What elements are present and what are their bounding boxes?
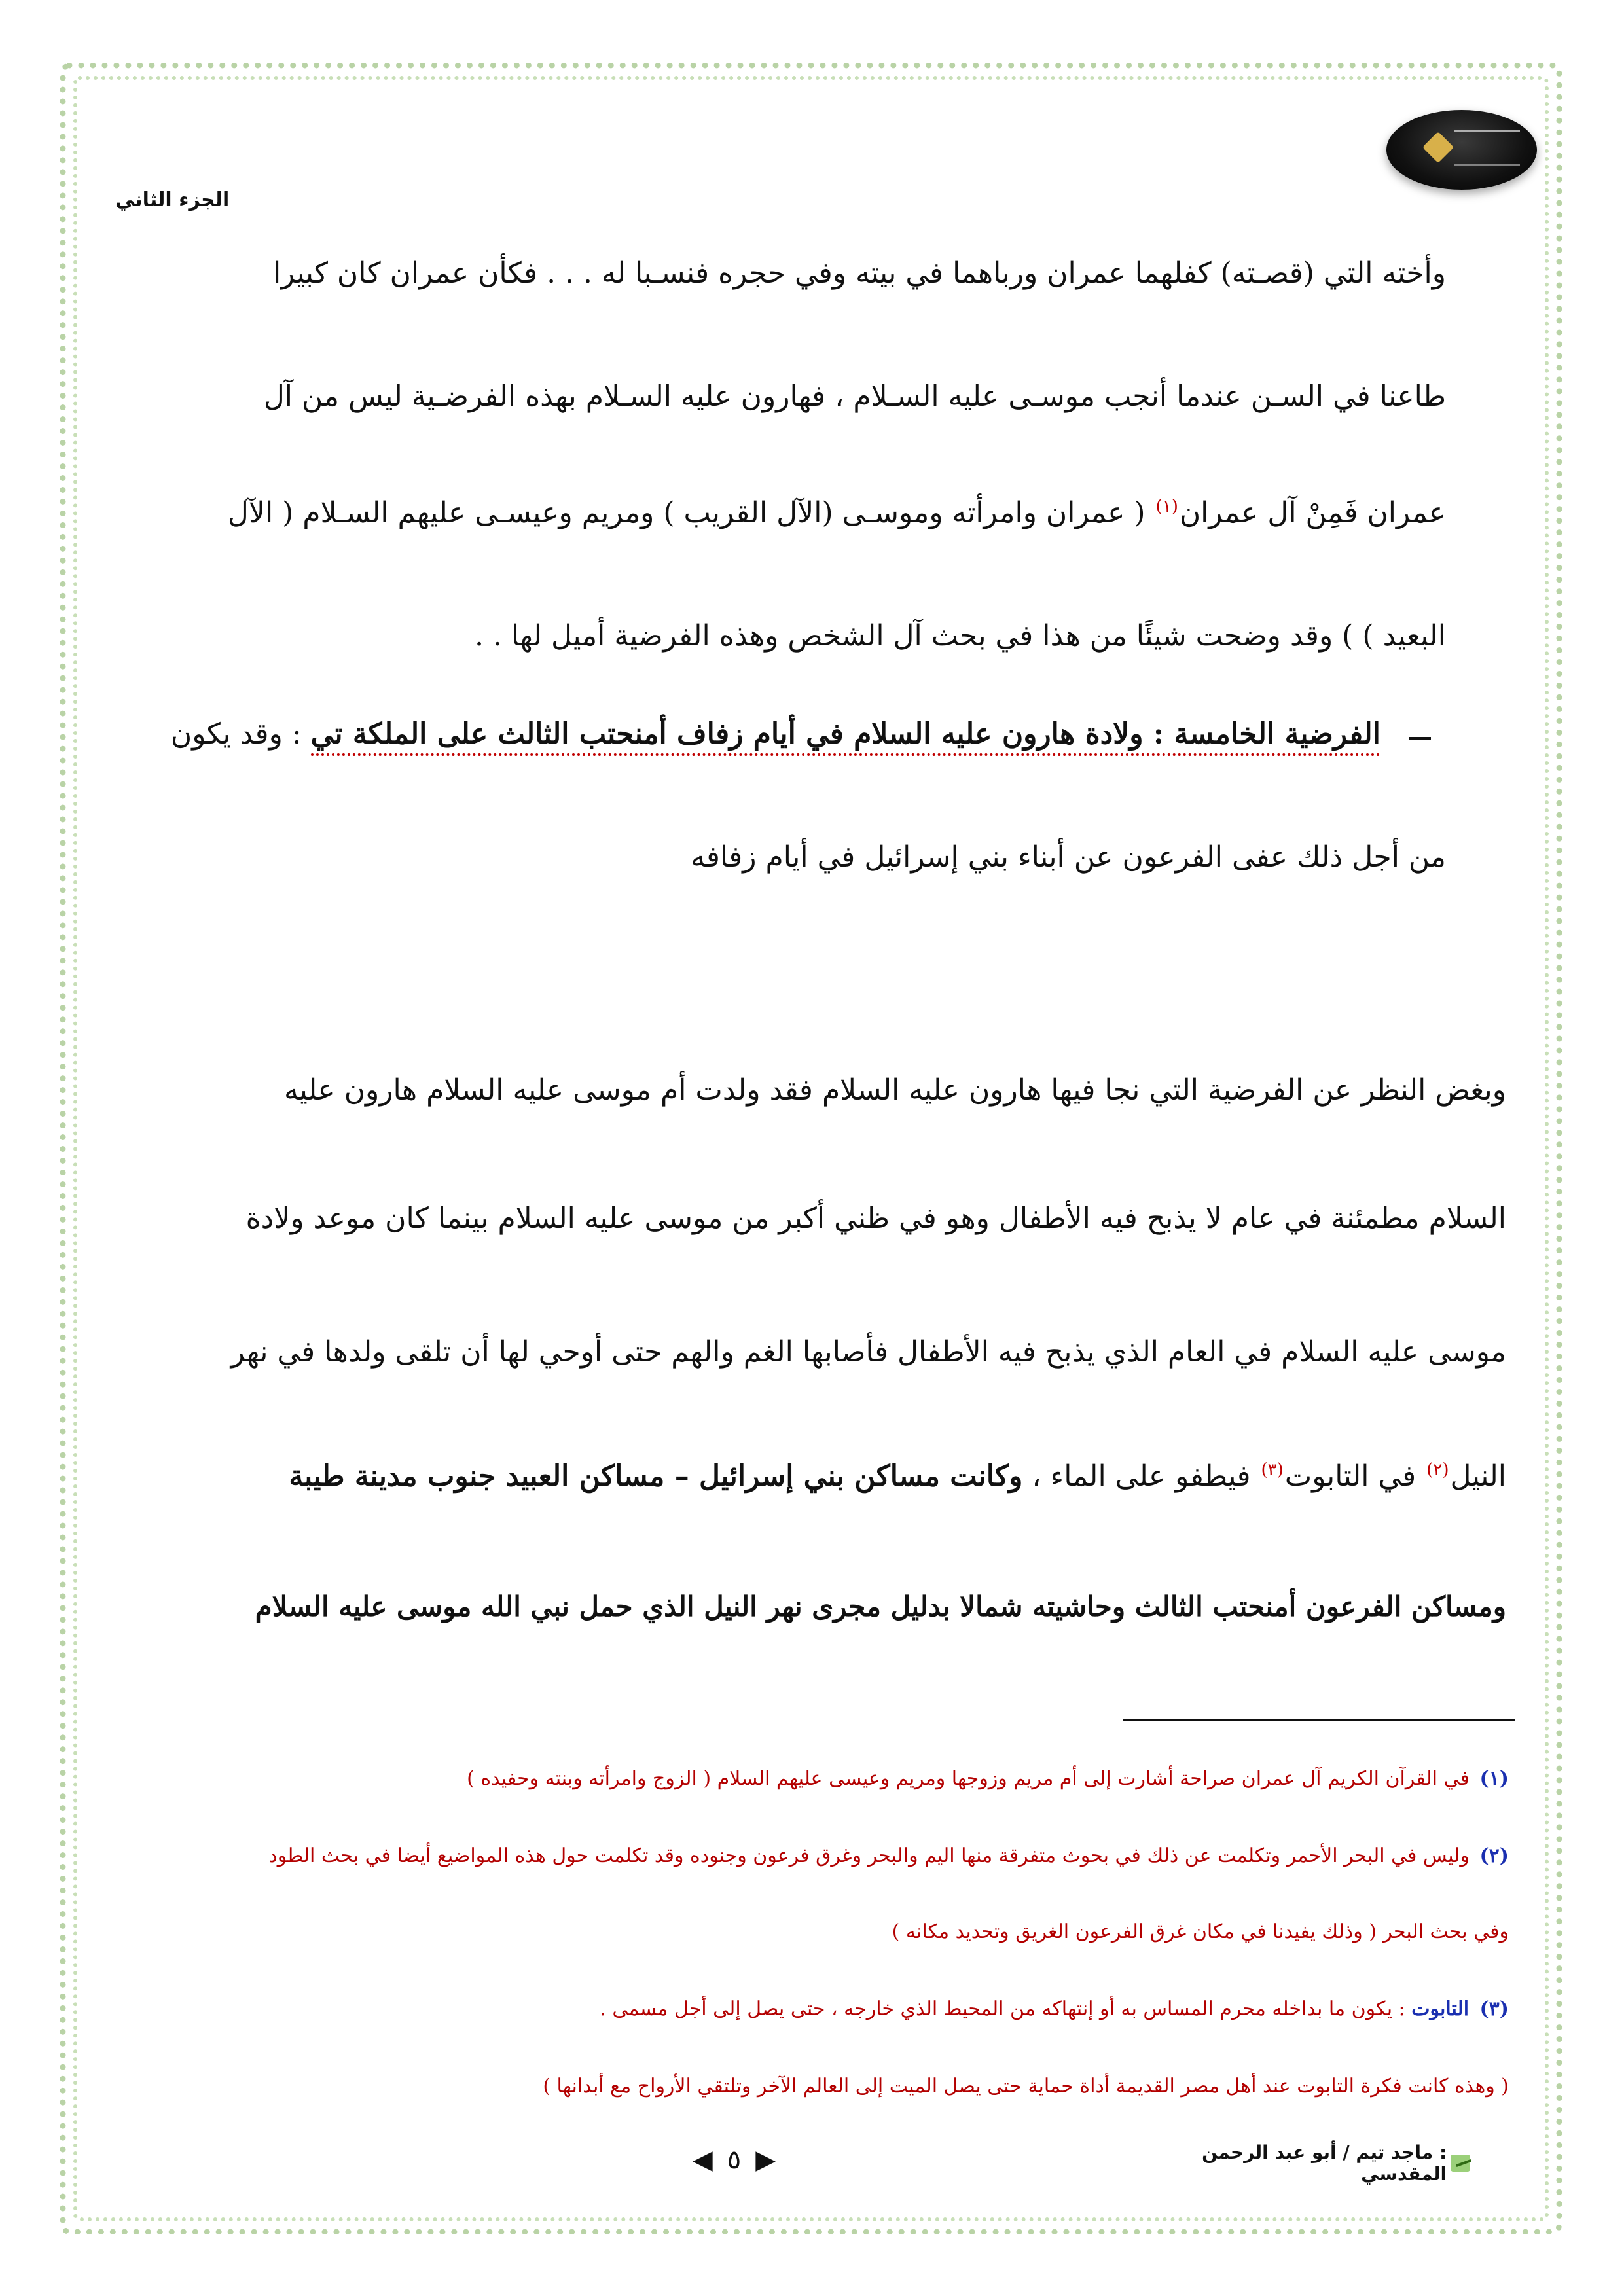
page-navigation bbox=[693, 2142, 776, 2178]
hypothesis5-line1 bbox=[171, 717, 1380, 751]
hypothesis5-tail: : وقد يكون bbox=[170, 717, 311, 751]
footnote-ref-3[interactable]: (٣) bbox=[1261, 1460, 1284, 1480]
paragraph2-line4-bold: وكانت مساكن بني إسرائيل – مساكن العبيد جنوب مدينة طيبة bbox=[289, 1460, 1023, 1493]
gem-icon bbox=[1422, 132, 1454, 163]
site-logo bbox=[1386, 110, 1537, 190]
paragraph2-line1: وبغض النظر عن الفرضية التي نجا فيها هارون عليه السلام فقد ولدت أم موسى عليه السلام هارون عليه bbox=[284, 1073, 1506, 1107]
paragraph2-line4-text-c: فيطفو على الماء ، bbox=[1022, 1460, 1260, 1493]
footnote-3-text: : يكون ما بداخله محرم المساس به أو إنتهاكه من المحيط الذي خارجه ، حتى يصل إلى أجل مسمى . bbox=[600, 1998, 1412, 2020]
footnote-ref-1[interactable]: (١) bbox=[1155, 497, 1178, 517]
footnote-1-number: (١) bbox=[1479, 1767, 1509, 1790]
footnote-3 bbox=[600, 1998, 1509, 2020]
footnote-2-number: (٢) bbox=[1479, 1844, 1509, 1867]
paragraph1-line3-text-b: ( عمران وامرأته وموسـى (الآل القريب ) ومريم وعيسـى عليهم السـلام ( الآل bbox=[227, 496, 1155, 529]
paragraph2-line2: السلام مطمئنة في عام لا يذبح فيه الأطفال وهو في ظني أكبر من موسى عليه السلام بينما كان موعد ولادة bbox=[245, 1202, 1506, 1235]
paragraph1-line3 bbox=[228, 496, 1446, 529]
footnote-divider bbox=[1123, 1719, 1515, 1721]
footnote-1 bbox=[467, 1767, 1509, 1790]
paragraph2-line4-text-a: النيل bbox=[1450, 1460, 1506, 1493]
footnote-3-lead: التابوت bbox=[1411, 1998, 1476, 2020]
footnote-ref-2[interactable]: (٢) bbox=[1426, 1460, 1449, 1480]
bullet-dash bbox=[1409, 737, 1431, 740]
footnote-3-number: (٣) bbox=[1479, 1998, 1509, 2020]
author-name: : ماجد تيم / أبو عبد الرحمن المقدسي bbox=[1202, 2142, 1447, 2185]
footnote-2-continued: وفي بحث البحر ( وذلك يفيدنا في مكان غرق الفرعون الغريق وتحديد مكانه ) bbox=[892, 1920, 1509, 1943]
footnote-2-text: وليس في البحر الأحمر وتكلمت عن ذلك في بحوث متفرقة منها اليم والبحر وغرق فرعون وجنوده وقد تكلمت حول هذه المواضيع أيضا في بحث الطود bbox=[268, 1844, 1476, 1867]
paragraph2-line4 bbox=[289, 1460, 1506, 1493]
hypothesis5-title: الفرضية الخامسة : ولادة هارون عليه السلام في أيام زفاف أمنحتب الثالث على الملكة تي bbox=[311, 717, 1380, 756]
pen-icon bbox=[1451, 2155, 1470, 2172]
part-label: الجزء الثاني bbox=[115, 188, 230, 211]
page-number: ٥ bbox=[727, 2145, 742, 2175]
previous-page-arrow-icon[interactable]: ◀ bbox=[693, 2145, 713, 2175]
footnote-2 bbox=[268, 1844, 1509, 1867]
paragraph2-line4-text-b: في التابوت bbox=[1284, 1460, 1426, 1493]
paragraph1-line1: وأخته التي (قصـته) كفلهما عمران ورباهما في بيته وفي حجره فنسـبا له . . . فكأن عمران كان كبيرا bbox=[272, 257, 1446, 290]
paragraph2-line3: موسى عليه السلام في العام الذي يذبح فيه الأطفال فأصابها الغم والهم حتى أوحي لها أن تلقى ولدها في نهر bbox=[230, 1335, 1506, 1369]
paragraph1-line3-text-a: عمران فَمِنْ آل عمران bbox=[1179, 496, 1446, 529]
logo-calligraphy bbox=[1454, 130, 1520, 166]
paragraph1-line4: البعيد ) ) وقد وضحت شيئًا من هذا في بحث آل الشخص وهذه الفرضية أميل لها . . bbox=[474, 619, 1446, 653]
author-signature bbox=[1195, 2142, 1470, 2185]
hypothesis5-line2: من أجل ذلك عفى الفرعون عن أبناء بني إسرائيل في أيام زفافه bbox=[691, 840, 1446, 874]
paragraph1-line2: طاعنا في السـن عندما أنجب موسـى عليه السـلام ، فهارون عليه السـلام بهذه الفرضـية ليس من آل bbox=[263, 380, 1446, 413]
footnote-3-continued: ( وهذه كانت فكرة التابوت عند أهل مصر القديمة أداة حماية حتى يصل الميت إلى العالم الآخر وتلتقي الأرواح مع أبدانها ) bbox=[543, 2075, 1509, 2098]
footnote-1-text: في القرآن الكريم آل عمران صراحة أشارت إلى أم مريم وزوجها ومريم وعيسى عليهم السلام ( الزوج وامرأته وبنته وحفيده ) bbox=[467, 1767, 1476, 1790]
paragraph2-line5: ومساكن الفرعون أمنحتب الثالث وحاشيته شمالا بدليل مجرى نهر النيل الذي حمل نبي الله موسى عليه السلام bbox=[255, 1590, 1506, 1623]
next-page-arrow-icon[interactable]: ▶ bbox=[755, 2145, 776, 2175]
